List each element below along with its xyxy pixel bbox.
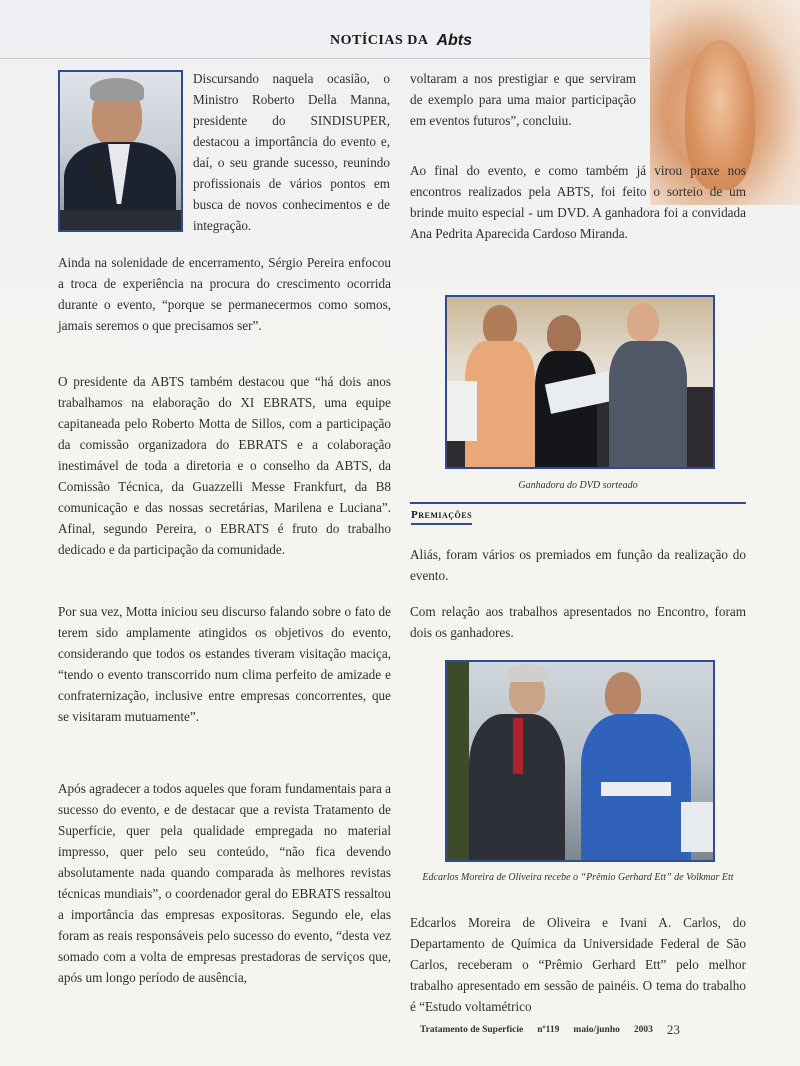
footer-magazine: Tratamento de Superfície — [420, 1025, 524, 1035]
page-number: 23 — [666, 1022, 680, 1037]
award-photo-caption: Edcarlos Moreira de Oliveira recebe o “Prêmio Gerhard Ett” de Volkmar Ett — [422, 872, 734, 883]
abts-logo: Abts — [436, 32, 473, 49]
page-footer — [420, 1022, 750, 1038]
award-photo — [445, 660, 715, 862]
section-heading: Premiações — [411, 509, 472, 525]
paragraph: O presidente da ABTS também destacou que “há dois anos trabalhamos na elaboração do XI EBRATS, uma equipe capitaneada pelo Roberto Motta de Sillos, com a participação da comissão organizadora do EBRATS e a colaboração inestimável de toda a diretoria e o conselho da ABTS, da Comissão Técnica, da Guazzelli Messe Frankfurt, da B8 comunicação e das nossas secretárias, Marilena e Luciana”. Afinal, segundo Pereira, o EBRATS é fruto do trabalho dedicado e da participação da comunidade. — [58, 374, 391, 557]
dvd-winner-photo — [445, 295, 715, 469]
footer-issue: nº119 — [537, 1025, 560, 1035]
paragraph: voltaram a nos prestigiar e que serviram de exemplo para uma maior participação em eventos futuros”, concluiu. — [410, 71, 636, 128]
paragraph: Após agradecer a todos aqueles que foram fundamentais para a sucesso do evento, e de destacar que a revista Tratamento de Superfície, quer pela qualidade empregada no material impresso, quer pelo seu conteúdo, “não fica devendo absolutamente nada quando comparada às melhores revistas técnicas mundiais”, o coordenador geral do EBRATS ressaltou a importância das empresas expositoras. Segundo ele, elas foram as reais responsáveis pelo sucesso do evento, “desta vez somado com a volta de empresas prestadoras de serviços que, após um longo período de ausência, — [58, 781, 391, 985]
footer-year: 2003 — [633, 1025, 653, 1035]
page-header — [330, 30, 472, 52]
paragraph: Ao final do evento, e como também já virou praxe nos encontros realizados pela ABTS, foi feito o sorteio de um brinde muito especial - um DVD. A ganhadora foi a convidada Ana Pedrita Aparecida Cardoso Miranda. — [410, 163, 746, 241]
paragraph: Com relação aos trabalhos apresentados no Encontro, foram dois os ganhadores. — [410, 604, 746, 640]
paragraph: Aliás, foram vários os premiados em função da realização do evento. — [410, 547, 746, 583]
paragraph: Edcarlos Moreira de Oliveira e Ivani A. Carlos, do Departamento de Química da Universidade Federal de São Carlos, receberam o “Prêmio Gerhard Ett” pelo melhor trabalho apresentado em sessão de painéis. O tema do trabalho é “Estudo voltamétrico — [410, 915, 746, 1014]
header-rule — [0, 58, 660, 59]
header-title: NOTÍCIAS DA — [330, 33, 429, 48]
section-rule — [410, 502, 746, 504]
dvd-photo-caption: Ganhadora do DVD sorteado — [518, 480, 638, 491]
footer-months: maio/junho — [573, 1025, 620, 1035]
paragraph: Ainda na solenidade de encerramento, Sérgio Pereira enfocou a troca de experiência na procura do crescimento ocorrida durante o evento, “porque se permanecermos como somos, jamais seremos o que precisamos ser”. — [58, 255, 391, 333]
portrait-photo — [58, 70, 183, 232]
paragraph: Por sua vez, Motta iniciou seu discurso falando sobre o fato de terem sido amplamente atingidos os objetivos do evento, considerando que todos os estandes tiveram visitação maciça, “tendo o evento transcorrido num clima perfeito de amizade e confraternização, inclusive entre empresas concorrentes, que se visitaram mutuamente”. — [58, 604, 391, 724]
intro-paragraph: Discursando naquela ocasião, o Ministro Roberto Della Manna, presidente do SINDISUPER, destacou a importância do evento e, daí, o seu grande sucesso, reunindo profissionais de vários pontos em busca de novos conhecimentos e de integração. — [193, 71, 390, 233]
